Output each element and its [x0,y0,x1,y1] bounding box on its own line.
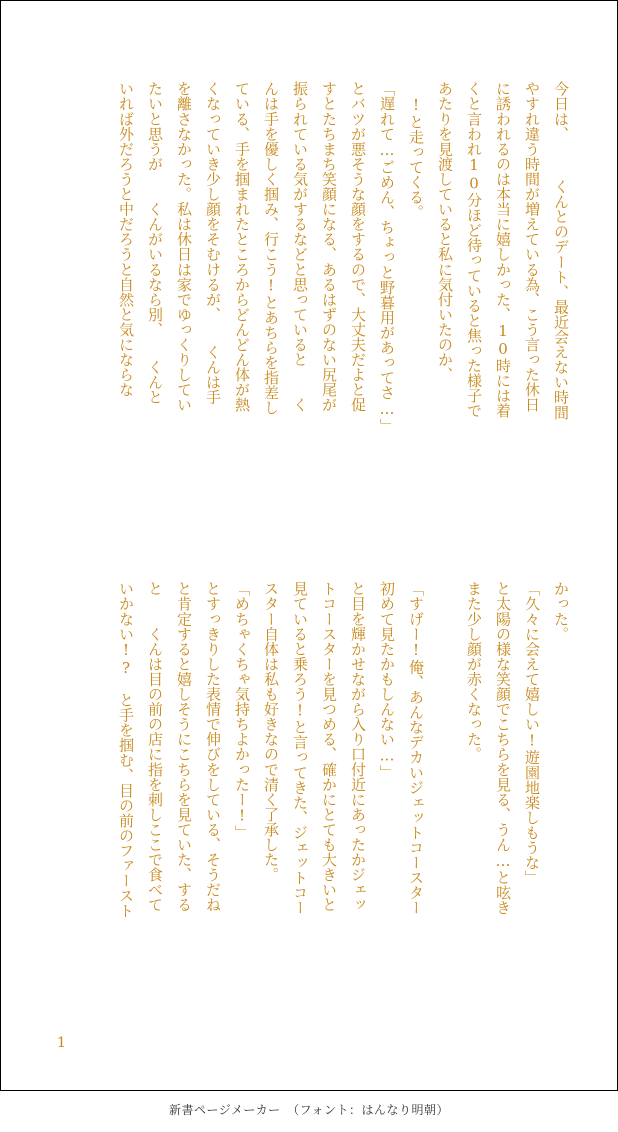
text-line: !と走ってくる。 [407,81,425,220]
text-line: すとたちまち笑顔になる、あるはずのない尻尾が [320,81,338,413]
text-line: んは手を優しく掴み、行こう!とあちらを指差し [262,81,280,416]
text-line: 「久々に会えて嬉しい!遊園地楽しもうな」 [523,581,541,885]
text-line: ている、手を掴まれたところからどんどん体が熱 [233,81,251,413]
text-line: かった。 [552,581,570,642]
text-line: 初めて見たかもしんない…」 [378,581,396,780]
page-number: 1 [57,1035,66,1051]
text-line: と肯定すると嬉しそうにこちらを見ていた、する [175,581,193,913]
text-line: と目を輝かせながら入り口付近にあったかジェッ [349,581,367,913]
text-line: 振られている気がするなどと思っていると く [291,81,309,413]
text-line: 「めちゃくちゃ気持ちよかったー!」 [233,581,251,840]
text-line: 今日は、 くんとのデート、最近会えない時間 [552,81,570,420]
text-line: を離さなかった。私は休日は家でゆっくりしてい [175,81,193,413]
text-line: 「すげー!俺、あんなデカいジェットコースター [407,581,425,916]
vertical-text-upper [35,81,575,541]
text-line: いかない!? と手を掴む、目の前のファースト [117,581,135,919]
text-line [430,581,459,1006]
text-line: また少し顔が赤くなった。 [465,581,483,762]
text-line: とすっきりした表情で伸びをしている、そうだね [204,581,222,913]
text-line: と太陽の様な笑顔でこちらを見る、うん…と呟き [494,581,512,916]
text-line: いれば外だろうと中だろうと自然と気にならな [117,81,135,398]
text-line: くと言われ10分ほど待っていると焦った様子で [465,81,483,419]
footer-credit: 新書ページメーカー （フォント：はんなり明朝） [168,1103,450,1117]
text-line: 「遅れて…ごめん、ちょっと野暮用があってさ…」 [378,81,396,434]
text-line: くなっていき少し顔をそむけるが、 くんは手 [204,81,222,405]
text-line: と くんは目の前の店に指を刺しここで食べて [146,581,164,913]
text-line: たいと思うが くんがいるなら別、 くんと [146,81,164,405]
text-line: とバツが悪そうな顔をするので、大丈夫だよと促 [349,81,367,413]
text-line: やすれ違う時間が増えている為、こう言った休日 [523,81,541,413]
text-line: 見ていると乗ろう!と言ってきた、ジェットコー [291,581,309,916]
text-line: に誘われるのは本当に嬉しかった、10時には着 [494,81,512,419]
vertical-text-lower [35,581,575,1006]
text-line: スター自体は私も好きなので清く了承した。 [262,581,280,882]
text-line: あたりを見渡していると私に気付いたのか、 [436,81,454,382]
text-line: トコースターを見つめる、確かにとても大きいと [320,581,338,913]
